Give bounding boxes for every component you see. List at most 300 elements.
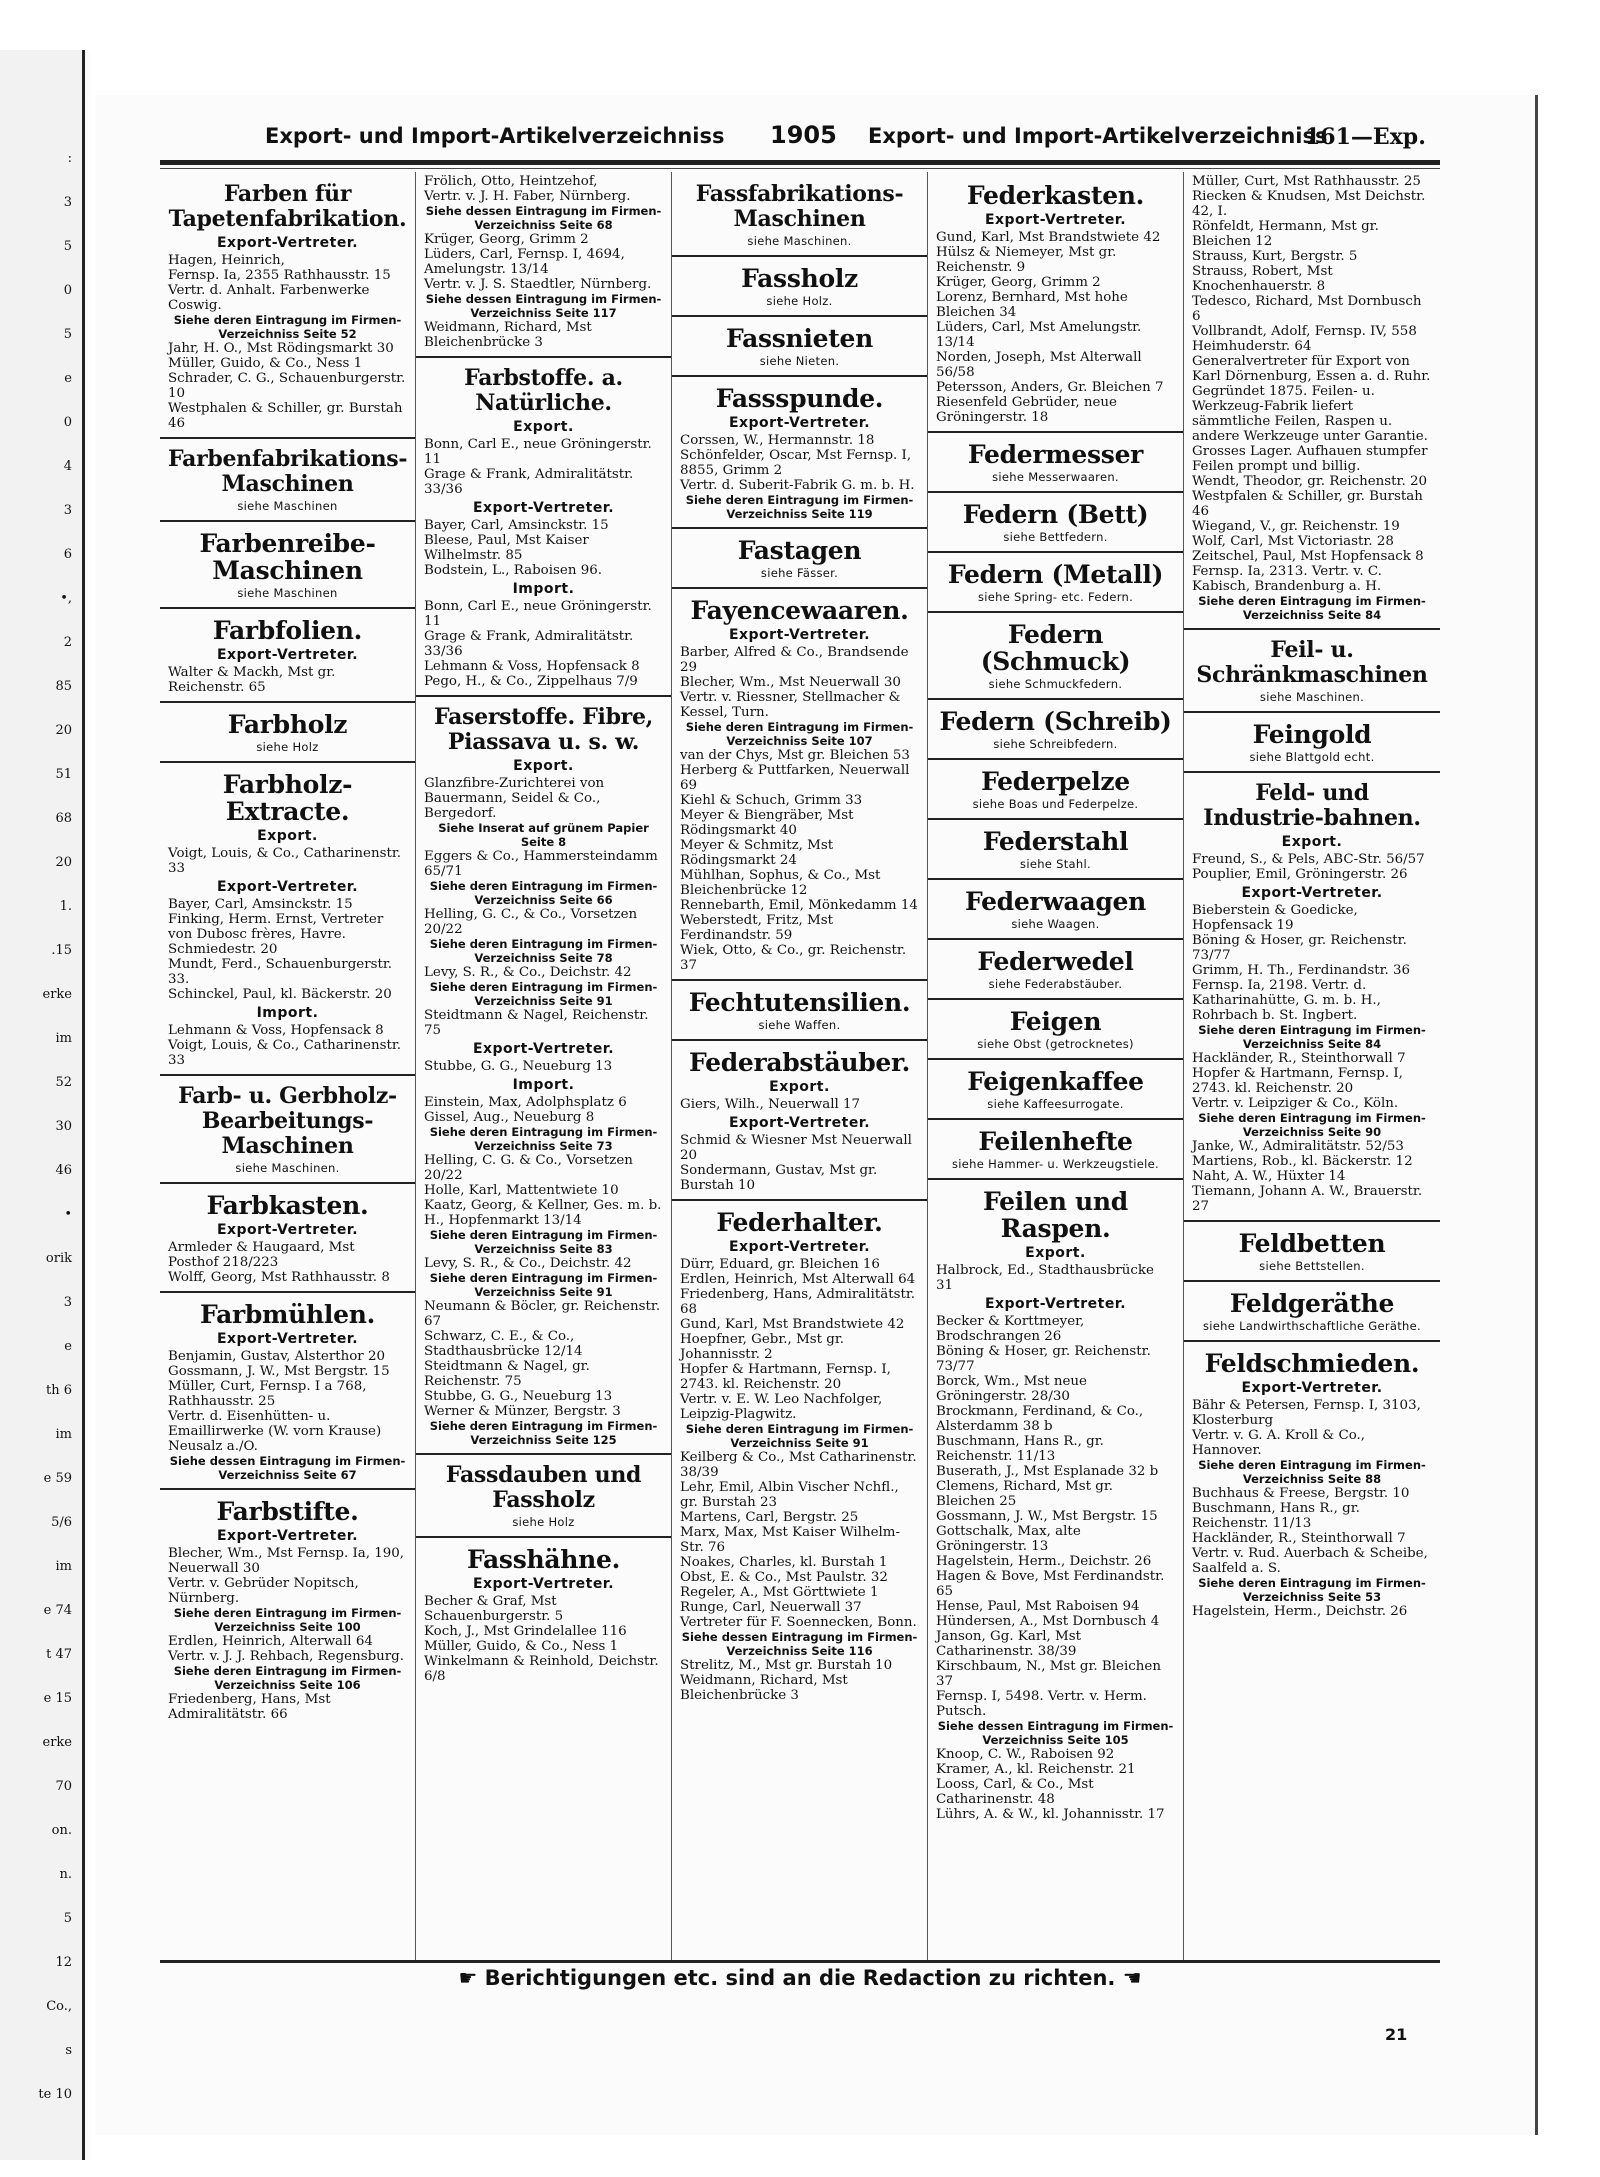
- section-heading: Fastagen: [737, 536, 862, 565]
- section-heading: Fasshähne.: [466, 1545, 621, 1574]
- section-heading: Federn (Metall): [947, 560, 1164, 589]
- register-note: Siehe deren Eintragung im Firmen-Verzeichniss Seite 91: [429, 980, 658, 1008]
- section-heading: Feldgeräthe: [1229, 1289, 1395, 1318]
- section-heading: Fassdauben und Fassholz: [445, 1462, 642, 1513]
- company-entry: Vertr. v. G. A. Kroll & Co., Hannover.: [1192, 1428, 1366, 1458]
- category-label: Export-Vertreter.: [216, 1331, 359, 1347]
- directory-section: [936, 708, 1175, 752]
- prev-page-fragment: 46: [55, 1163, 72, 1178]
- category-label: Export-Vertreter.: [472, 1576, 615, 1592]
- company-entry: Schinckel, Paul, kl. Bäckerstr. 20: [168, 987, 392, 1002]
- company-entry: Janson, Gg. Karl, Mst Catharinenstr. 38/39: [936, 1629, 1081, 1659]
- section-divider: [928, 878, 1183, 880]
- prev-page-fragment: 4: [63, 459, 72, 474]
- register-note: Siehe deren Eintragung im Firmen-Verzeichniss Seite 84: [1198, 594, 1426, 622]
- cross-reference: siehe Maschinen: [237, 586, 338, 600]
- header-year: 1905: [770, 121, 837, 149]
- section-heading: Federn (Bett): [962, 500, 1149, 529]
- company-entry: Regeler, A., Mst Görttwiete 1: [680, 1585, 879, 1600]
- company-entry: Armleder & Haugaard, Mst Posthof 218/223: [168, 1240, 355, 1270]
- category-label: Export-Vertreter.: [1241, 885, 1383, 901]
- cross-reference: siehe Bettstellen.: [1259, 1259, 1365, 1273]
- company-entry: Lüders, Carl, Fernsp. I, 4694, Amelungstr. 13/14: [424, 247, 625, 277]
- section-divider: [160, 1291, 415, 1293]
- directory-section: [936, 1188, 1175, 1822]
- company-entry: Schrader, C. G., Schauenburgerstr. 10: [168, 371, 406, 401]
- directory-section: [680, 385, 919, 521]
- section-heading: Farbfolien.: [212, 616, 363, 645]
- section-heading: Farben für Tapetenfabrikation.: [168, 181, 407, 232]
- section-divider: [928, 818, 1183, 820]
- footer-rule: [160, 1960, 1440, 1963]
- prev-page-fragment: 3: [63, 1295, 72, 1310]
- company-entry: Hense, Paul, Mst Raboisen 94: [936, 1599, 1140, 1614]
- section-heading: Farbholz: [227, 710, 348, 739]
- directory-section: [680, 1209, 919, 1703]
- company-entry: Hagelstein, Herm., Deichstr. 26: [1192, 1604, 1408, 1619]
- directory-section: [936, 768, 1175, 812]
- cross-reference: siehe Kaffeesurrogate.: [987, 1097, 1124, 1111]
- cross-reference: siehe Bettfedern.: [1003, 530, 1108, 544]
- company-entry: van der Chys, Mst gr. Bleichen 53: [680, 748, 910, 763]
- category-label: Export-Vertreter.: [728, 1239, 871, 1255]
- prev-page-fragment: e: [64, 371, 72, 386]
- company-entry: Müller, Guido, & Co., Ness 1: [168, 356, 363, 371]
- section-heading: Feil- u. Schränkmaschinen: [1196, 637, 1428, 688]
- cross-reference: siehe Blattgold echt.: [1249, 750, 1375, 764]
- cross-reference: siehe Maschinen.: [1259, 690, 1365, 704]
- prev-page-fragment: e 15: [43, 1691, 72, 1706]
- section-divider: [416, 1536, 671, 1538]
- company-entry: Vertr. v. Rud. Auerbach & Scheibe, Saalfeld a. S.: [1192, 1546, 1428, 1576]
- company-entry: Bonn, Carl E., neue Gröningerstr. 11: [424, 437, 652, 467]
- running-header: [165, 118, 1440, 158]
- company-entry: Barber, Alfred & Co., Brandsende 29: [680, 645, 909, 675]
- cross-reference: siehe Holz: [512, 1515, 575, 1529]
- company-entry: Noakes, Charles, kl. Burstah 1: [680, 1555, 888, 1570]
- cross-reference: siehe Holz: [256, 740, 319, 754]
- company-entry: Jahr, H. O., Mst Rödingsmarkt 30: [168, 341, 394, 356]
- register-note: Siehe deren Eintragung im Firmen-Verzeichniss Seite 66: [429, 879, 658, 907]
- footer-notice: [160, 1966, 1440, 1996]
- directory-section: [680, 597, 919, 973]
- prev-page-fragment: e 59: [43, 1471, 72, 1486]
- section-divider: [928, 491, 1183, 493]
- section-divider: [672, 979, 927, 981]
- prev-page-fragment: 3: [63, 503, 72, 518]
- prev-page-fragment: te 10: [38, 2087, 72, 2102]
- company-entry: Gund, Karl, Mst Brandstwiete 42: [936, 230, 1161, 245]
- company-entry: Naht, A. W., Hüxter 14: [1192, 1169, 1346, 1184]
- section-divider: [1184, 1340, 1440, 1342]
- directory-section: [936, 1128, 1175, 1172]
- directory-section: [424, 1463, 663, 1530]
- company-entry: Hagelstein, Herm., Deichstr. 26: [936, 1554, 1152, 1569]
- company-entry: Vertr. d. Eisenhütten- u. Emaillirwerke (W. vorn Krause) Neusalz a./O.: [168, 1409, 382, 1454]
- company-entry: Borck, Wm., Mst neue Gröningerstr. 28/30: [936, 1374, 1087, 1404]
- section-heading: Feilenhefte: [978, 1127, 1133, 1156]
- prev-page-fragment: 0: [63, 283, 72, 298]
- prev-page-fragment: Co.,: [46, 1999, 72, 2014]
- prev-page-fragment: erke: [42, 987, 72, 1002]
- company-entry: Gund, Karl, Mst Brandstwiete 42: [680, 1317, 905, 1332]
- company-entry: Janke, W., Admiralitätstr. 52/53: [1192, 1139, 1404, 1154]
- register-note: Siehe dessen Eintragung im Firmen-Verzeichniss Seite 105: [937, 1719, 1174, 1747]
- company-entry: Glanzfibre-Zurichterei von Bauermann, Seidel & Co., Bergedorf.: [424, 776, 605, 821]
- section-heading: Federwaagen: [964, 887, 1147, 916]
- company-entry: Friedenberg, Hans, Mst Admiralitätstr. 66: [168, 1692, 331, 1722]
- register-note: Siehe deren Eintragung im Firmen-Verzeichniss Seite 53: [1198, 1576, 1426, 1604]
- company-entry: Gottschalk, Max, alte Gröningerstr. 13: [936, 1524, 1081, 1554]
- directory-section: [1192, 721, 1432, 765]
- directory-column: [416, 172, 672, 1960]
- directory-section: [680, 1049, 919, 1193]
- company-entry: Buschmann, Hans R., gr. Reichenstr. 11/13: [1192, 1501, 1360, 1531]
- company-entry: Westpfalen & Schiller, gr. Burstah 46: [1192, 489, 1423, 519]
- company-entry: Vertr. v. Leipziger & Co., Köln.: [1192, 1096, 1399, 1111]
- prev-page-fragment: 3: [63, 195, 72, 210]
- company-entry: Levy, S. R., & Co., Deichstr. 42: [424, 965, 632, 980]
- company-entry: Benjamin, Gustav, Alsterthor 20: [168, 1349, 385, 1364]
- company-entry: Hagen & Bove, Mst Ferdinandstr. 65: [936, 1569, 1165, 1599]
- company-entry: Westphalen & Schiller, gr. Burstah 46: [168, 401, 403, 431]
- company-entry: Becher & Graf, Mst Schauenburgerstr. 5: [424, 1594, 564, 1624]
- company-entry: Wiek, Otto, & Co., gr. Reichenstr. 37: [680, 943, 907, 973]
- directory-section: [936, 1008, 1175, 1052]
- header-page-number: 161—Exp.: [1305, 124, 1426, 150]
- company-entry: Meyer & Schmitz, Mst Rödingsmarkt 24: [680, 838, 834, 868]
- register-note: Siehe deren Eintragung im Firmen-Verzeichniss Seite 100: [173, 1606, 402, 1634]
- company-entry: Gossmann, J. W., Mst Bergstr. 15: [936, 1509, 1158, 1524]
- prev-page-fragment: im: [55, 1031, 72, 1046]
- prev-page-fragment: 51: [55, 767, 72, 782]
- company-entry: Sondermann, Gustav, Mst gr. Burstah 10: [680, 1163, 878, 1193]
- directory-section: [1192, 638, 1432, 705]
- company-entry: Kiehl & Schuch, Grimm 33: [680, 793, 863, 808]
- company-entry: Marx, Max, Mst Kaiser Wilhelm-Str. 76: [680, 1525, 901, 1555]
- category-label: Import.: [512, 1077, 575, 1093]
- directory-section: [424, 174, 663, 350]
- section-heading: Farbenreibe-Maschinen: [199, 529, 376, 585]
- company-entry: Finking, Herm. Ernst, Vertreter von Dubosc frères, Havre. Schmiedestr. 20: [168, 912, 384, 957]
- register-note: Siehe deren Eintragung im Firmen-Verzeichniss Seite 90: [1198, 1111, 1426, 1139]
- category-label: Export-Vertreter.: [472, 1041, 615, 1057]
- company-entry: Grage & Frank, Admiralitätstr. 33/36: [424, 629, 634, 659]
- directory-section: [168, 711, 407, 755]
- company-entry: Strauss, Robert, Mst Knochenhauerstr. 8: [1192, 264, 1333, 294]
- section-divider: [416, 1453, 671, 1455]
- section-heading: Federabstäuber.: [689, 1048, 910, 1077]
- prev-page-fragment: 5: [63, 239, 72, 254]
- register-note: Siehe Inserat auf grünem Papier Seite 8: [438, 821, 649, 849]
- directory-column: [672, 172, 928, 1960]
- cross-reference: siehe Holz.: [766, 294, 833, 308]
- company-entry: Keilberg & Co., Mst Catharinenstr. 38/39: [680, 1450, 917, 1480]
- section-divider: [160, 1182, 415, 1184]
- company-entry: Tedesco, Richard, Mst Dornbusch 6: [1192, 294, 1422, 324]
- company-entry: Clemens, Richard, Mst gr. Bleichen 25: [936, 1479, 1114, 1509]
- register-note: Siehe deren Eintragung im Firmen-Verzeichniss Seite 78: [429, 937, 658, 965]
- company-entry: Freund, S., & Pels, ABC-Str. 56/57: [1192, 852, 1425, 867]
- directory-section: [936, 1068, 1175, 1112]
- company-entry: Steidtmann & Nagel, gr. Reichenstr. 75: [424, 1359, 590, 1389]
- section-divider: [672, 527, 927, 529]
- section-divider: [416, 356, 671, 358]
- category-label: Import.: [512, 581, 575, 597]
- cross-reference: siehe Maschinen.: [235, 1161, 340, 1175]
- section-divider: [928, 698, 1183, 700]
- company-entry: Dürr, Eduard, gr. Bleichen 16: [680, 1257, 880, 1272]
- company-entry: Helling, G. C., & Co., Vorsetzen 20/22: [424, 907, 638, 937]
- section-divider: [416, 695, 671, 697]
- section-heading: Feld- und Industrie-bahnen.: [1203, 780, 1421, 831]
- section-divider: [1184, 711, 1440, 713]
- cross-reference: siehe Waagen.: [1011, 917, 1100, 931]
- company-entry: Hündersen, A., Mst Dornbusch 4: [936, 1614, 1160, 1629]
- company-entry: Schönfelder, Oscar, Mst Fernsp. I, 8855, Grimm 2: [680, 448, 912, 478]
- company-entry: Bodstein, L., Raboisen 96.: [424, 563, 602, 578]
- company-entry: Voigt, Louis, & Co., Catharinenstr. 33: [168, 846, 402, 876]
- company-entry: Eggers & Co., Hammersteindamm 65/71: [424, 849, 658, 879]
- directory-section: [936, 621, 1175, 692]
- pointing-hand-icon: ☚: [1122, 1966, 1142, 1990]
- company-entry: Schwarz, C. E., & Co., Stadthausbrücke 12/14: [424, 1329, 583, 1359]
- category-label: Export-Vertreter.: [1241, 1380, 1383, 1396]
- page-number: 21: [1385, 2025, 1408, 2044]
- prev-page-fragment: im: [55, 1427, 72, 1442]
- section-heading: Fechtutensilien.: [688, 988, 911, 1017]
- directory-section: [168, 617, 407, 695]
- company-entry: Vertr. v. J. S. Staedtler, Nürnberg.: [424, 277, 652, 292]
- company-entry: Krüger, Georg, Grimm 2: [936, 275, 1101, 290]
- register-note: Siehe deren Eintragung im Firmen-Verzeichniss Seite 91: [429, 1271, 658, 1299]
- company-entry: Buserath, J., Mst Esplanade 32 b: [936, 1464, 1159, 1479]
- cross-reference: siehe Messerwaaren.: [992, 470, 1119, 484]
- company-entry: Bähr & Petersen, Fernsp. I, 3103, Klosterburg: [1192, 1398, 1421, 1428]
- company-entry: Lehmann & Voss, Hopfensack 8: [168, 1023, 384, 1038]
- section-divider: [928, 938, 1183, 940]
- company-entry: Vertr. v. Gebrüder Nopitsch, Nürnberg.: [168, 1576, 359, 1606]
- section-divider: [928, 1118, 1183, 1120]
- company-entry: Meyer & Biengräber, Mst Rödingsmarkt 40: [680, 808, 854, 838]
- cross-reference: siehe Fässer.: [760, 566, 839, 580]
- category-label: Export-Vertreter.: [728, 627, 871, 643]
- company-entry: Norden, Joseph, Mst Alterwall 56/58: [936, 350, 1142, 380]
- section-divider: [160, 437, 415, 439]
- company-entry: Vertr. d. Suberit-Fabrik G. m. b. H.: [680, 478, 915, 493]
- directory-column: [1184, 172, 1440, 1960]
- company-entry: Gossmann, J. W., Mst Bergstr. 15: [168, 1364, 390, 1379]
- company-entry: Fernsp. Ia, 2313. Vertr. v. C. Kabisch, Brandenburg a. H.: [1192, 564, 1382, 594]
- company-entry: Grimm, H. Th., Ferdinandstr. 36: [1192, 963, 1411, 978]
- company-entry: Martiens, Rob., kl. Bäckerstr. 12: [1192, 1154, 1413, 1169]
- directory-section: [168, 447, 407, 514]
- prev-page-fragment: 12: [55, 1955, 72, 1970]
- prev-page-fragment: 70: [55, 1779, 72, 1794]
- directory-section: [1192, 1350, 1432, 1619]
- directory-section: [168, 1084, 407, 1176]
- section-heading: Federstahl: [982, 827, 1129, 856]
- company-entry: Hackländer, R., Steinthorwall 7: [1192, 1051, 1406, 1066]
- section-heading: Federpelze: [981, 767, 1130, 796]
- company-entry: Bayer, Carl, Amsinckstr. 15: [168, 897, 353, 912]
- prev-page-fragment: 68: [55, 811, 72, 826]
- category-label: Export.: [513, 419, 574, 435]
- company-entry: Knoop, C. W., Raboisen 92: [936, 1747, 1115, 1762]
- section-heading: Farbstoffe. a. Natürliche.: [464, 365, 623, 416]
- directory-column: [160, 172, 416, 1960]
- company-entry: Martens, Carl, Bergstr. 25: [680, 1510, 859, 1525]
- section-divider: [1184, 1220, 1440, 1222]
- company-entry: Weberstedt, Fritz, Mst Ferdinandstr. 59: [680, 913, 834, 943]
- category-label: Export.: [1281, 834, 1343, 850]
- company-entry: Vertr. v. J. J. Rehbach, Regensburg.: [168, 1649, 405, 1664]
- company-entry: Hülsz & Niemeyer, Mst gr. Reichenstr. 9: [936, 245, 1117, 275]
- company-entry: Bonn, Carl E., neue Gröningerstr. 11: [424, 599, 652, 629]
- category-label: Export-Vertreter.: [472, 500, 615, 516]
- section-divider: [672, 315, 927, 317]
- company-entry: Rennebarth, Emil, Mönkedamm 14: [680, 898, 918, 913]
- directory-section: [168, 182, 407, 431]
- company-entry: Weidmann, Richard, Mst Bleichenbrücke 3: [680, 1673, 848, 1703]
- prev-page-fragment: t 47: [46, 1647, 72, 1662]
- section-divider: [928, 551, 1183, 553]
- register-note: Siehe deren Eintragung im Firmen-Verzeichniss Seite 73: [429, 1125, 658, 1153]
- company-entry: Hopfer & Hartmann, Fernsp. I, 2743. kl. Reichenstr. 20: [680, 1362, 891, 1392]
- register-note: Siehe deren Eintragung im Firmen-Verzeichniss Seite 84: [1198, 1023, 1426, 1051]
- company-entry: Vertreter für F. Soennecken, Bonn.: [680, 1615, 917, 1630]
- company-entry: Werner & Münzer, Bergstr. 3: [424, 1404, 621, 1419]
- header-rule: [160, 160, 1440, 165]
- company-entry: Vertr. v. Riessner, Stellmacher & Kessel, Turn.: [680, 690, 901, 720]
- company-entry: Lehr, Emil, Albin Vischer Nchfl., gr. Burstah 23: [680, 1480, 899, 1510]
- company-entry: Lüders, Carl, Mst Amelungstr. 13/14: [936, 320, 1142, 350]
- cross-reference: siehe Spring- etc. Federn.: [977, 590, 1134, 604]
- company-entry: Hagen, Heinrich,: [168, 253, 285, 268]
- header-rule-thin: [160, 168, 1440, 169]
- company-entry: Hopfer & Hartmann, Fernsp. I, 2743. kl. Reichenstr. 20: [1192, 1066, 1403, 1096]
- company-entry: Lehmann & Voss, Hopfensack 8: [424, 659, 640, 674]
- prev-page-fragment: :: [67, 151, 72, 166]
- section-divider: [160, 701, 415, 703]
- register-note: Siehe deren Eintragung im Firmen-Verzeichniss Seite 52: [173, 313, 402, 341]
- company-entry: Voigt, Louis, & Co., Catharinenstr. 33: [168, 1038, 402, 1068]
- register-note: Siehe dessen Eintragung im Firmen-Verzeichniss Seite 117: [425, 292, 662, 320]
- company-entry: Bieberstein & Goedicke, Hopfensack 19: [1192, 903, 1358, 933]
- section-heading: Federmesser: [967, 440, 1144, 469]
- prev-page-fragment: 20: [55, 723, 72, 738]
- company-entry: Müller, Curt, Fernsp. I a 768, Rathhausstr. 25: [168, 1379, 367, 1409]
- register-note: Siehe deren Eintragung im Firmen-Verzeichniss Seite 106: [173, 1664, 402, 1692]
- directory-section: [1192, 174, 1432, 622]
- company-entry: Krüger, Georg, Grimm 2: [424, 232, 589, 247]
- section-divider: [928, 431, 1183, 433]
- register-note: Siehe dessen Eintragung im Firmen-Verzeichniss Seite 116: [681, 1630, 918, 1658]
- prev-page-fragment: e 74: [43, 1603, 72, 1618]
- category-label: Import.: [256, 1005, 319, 1021]
- company-entry: Stubbe, G. G., Neueburg 13: [424, 1389, 613, 1404]
- section-divider: [1184, 771, 1440, 773]
- company-entry: Kramer, A., kl. Reichenstr. 21: [936, 1762, 1136, 1777]
- prev-page-fragment: •,: [60, 591, 72, 606]
- section-divider: [928, 758, 1183, 760]
- section-heading: Federn (Schreib): [939, 707, 1172, 736]
- prev-page-fragment: e: [64, 1339, 72, 1354]
- prev-page-fragment: th 6: [46, 1383, 72, 1398]
- company-entry: Kirschbaum, N., Mst gr. Bleichen 37: [936, 1659, 1161, 1689]
- directory-section: [680, 537, 919, 581]
- company-entry: Pouplier, Emil, Gröningerstr. 26: [1192, 867, 1408, 882]
- company-entry: Giers, Wilh., Neuerwall 17: [680, 1097, 861, 1112]
- directory-column: [928, 172, 1184, 1960]
- company-entry: Vertr. v. E. W. Leo Nachfolger, Leipzig-Plagwitz.: [680, 1392, 883, 1422]
- company-entry: Vollbrandt, Adolf, Fernsp. IV, 558 Heimhuderstr. 64: [1192, 324, 1417, 354]
- directory-section: [1192, 1230, 1432, 1274]
- header-left-title: Export- und Import-Artikelverzeichniss: [265, 124, 725, 148]
- section-heading: Feldbetten: [1238, 1229, 1386, 1258]
- directory-section: [424, 366, 663, 689]
- category-label: Export-Vertreter.: [216, 1222, 359, 1238]
- company-entry: Kaatz, Georg, & Kellner, Ges. m. b. H., Hopfenmarkt 13/14: [424, 1198, 662, 1228]
- company-entry: Lührs, A. & W., kl. Johannisstr. 17: [936, 1807, 1165, 1822]
- section-heading: Federwedel: [977, 947, 1134, 976]
- section-heading: Feigenkaffee: [967, 1067, 1144, 1096]
- section-divider: [672, 255, 927, 257]
- company-entry: Corssen, W., Hermannstr. 18: [680, 433, 875, 448]
- company-entry: Obst, E. & Co., Mst Paulstr. 32: [680, 1570, 888, 1585]
- prev-page-fragment: 85: [55, 679, 72, 694]
- prev-page-fragment: 6: [63, 547, 72, 562]
- company-entry: Weidmann, Richard, Mst Bleichenbrücke 3: [424, 320, 592, 350]
- previous-page-edge: [0, 50, 85, 2160]
- company-entry: Friedenberg, Hans, Admiralitätstr. 68: [680, 1287, 916, 1317]
- company-entry: Vertr. d. Anhalt. Farbenwerke Coswig.: [168, 283, 370, 313]
- directory-section: [936, 948, 1175, 992]
- section-heading: Farbholz-Extracte.: [222, 770, 353, 826]
- company-entry: Müller, Guido, & Co., Ness 1: [424, 1639, 619, 1654]
- company-entry: Buschmann, Hans R., gr. Reichenstr. 11/13: [936, 1434, 1104, 1464]
- directory-section: [1192, 781, 1432, 1214]
- cross-reference: siehe Maschinen: [237, 499, 338, 513]
- section-heading: Farbmühlen.: [199, 1300, 376, 1329]
- section-heading: Federhalter.: [716, 1208, 883, 1237]
- register-note: Siehe deren Eintragung im Firmen-Verzeichniss Seite 107: [685, 720, 914, 748]
- section-divider: [160, 607, 415, 609]
- section-heading: Faserstoffe. Fibre, Piassava u. s. w.: [433, 704, 654, 755]
- directory-section: [936, 888, 1175, 932]
- section-divider: [160, 761, 415, 763]
- directory-section: [936, 182, 1175, 425]
- company-entry: Hackländer, R., Steinthorwall 7: [1192, 1531, 1406, 1546]
- company-entry: Winkelmann & Reinhold, Deichstr. 6/8: [424, 1654, 659, 1684]
- prev-page-fragment: orik: [45, 1251, 72, 1266]
- cross-reference: siehe Landwirthschaftliche Geräthe.: [1203, 1319, 1421, 1333]
- prev-page-fragment: im: [55, 1559, 72, 1574]
- company-entry: Walter & Mackh, Mst gr. Reichenstr. 65: [168, 665, 336, 695]
- company-entry: Vertr. v. J. H. Faber, Nürnberg.: [424, 189, 631, 204]
- company-entry: Einstein, Max, Adolphsplatz 6: [424, 1095, 627, 1110]
- prev-page-fragment: 52: [55, 1075, 72, 1090]
- prev-page-fragment: 5: [63, 327, 72, 342]
- directory-section: [936, 501, 1175, 545]
- category-label: Export-Vertreter.: [216, 879, 359, 895]
- cross-reference: siehe Schmuckfedern.: [988, 677, 1123, 691]
- directory-section: [168, 1192, 407, 1285]
- company-entry: Wolff, Georg, Mst Rathhausstr. 8: [168, 1270, 390, 1285]
- company-entry: Strauss, Kurt, Bergstr. 5: [1192, 249, 1358, 264]
- prev-page-fragment: n.: [59, 1867, 72, 1882]
- section-heading: Federkasten.: [966, 181, 1145, 210]
